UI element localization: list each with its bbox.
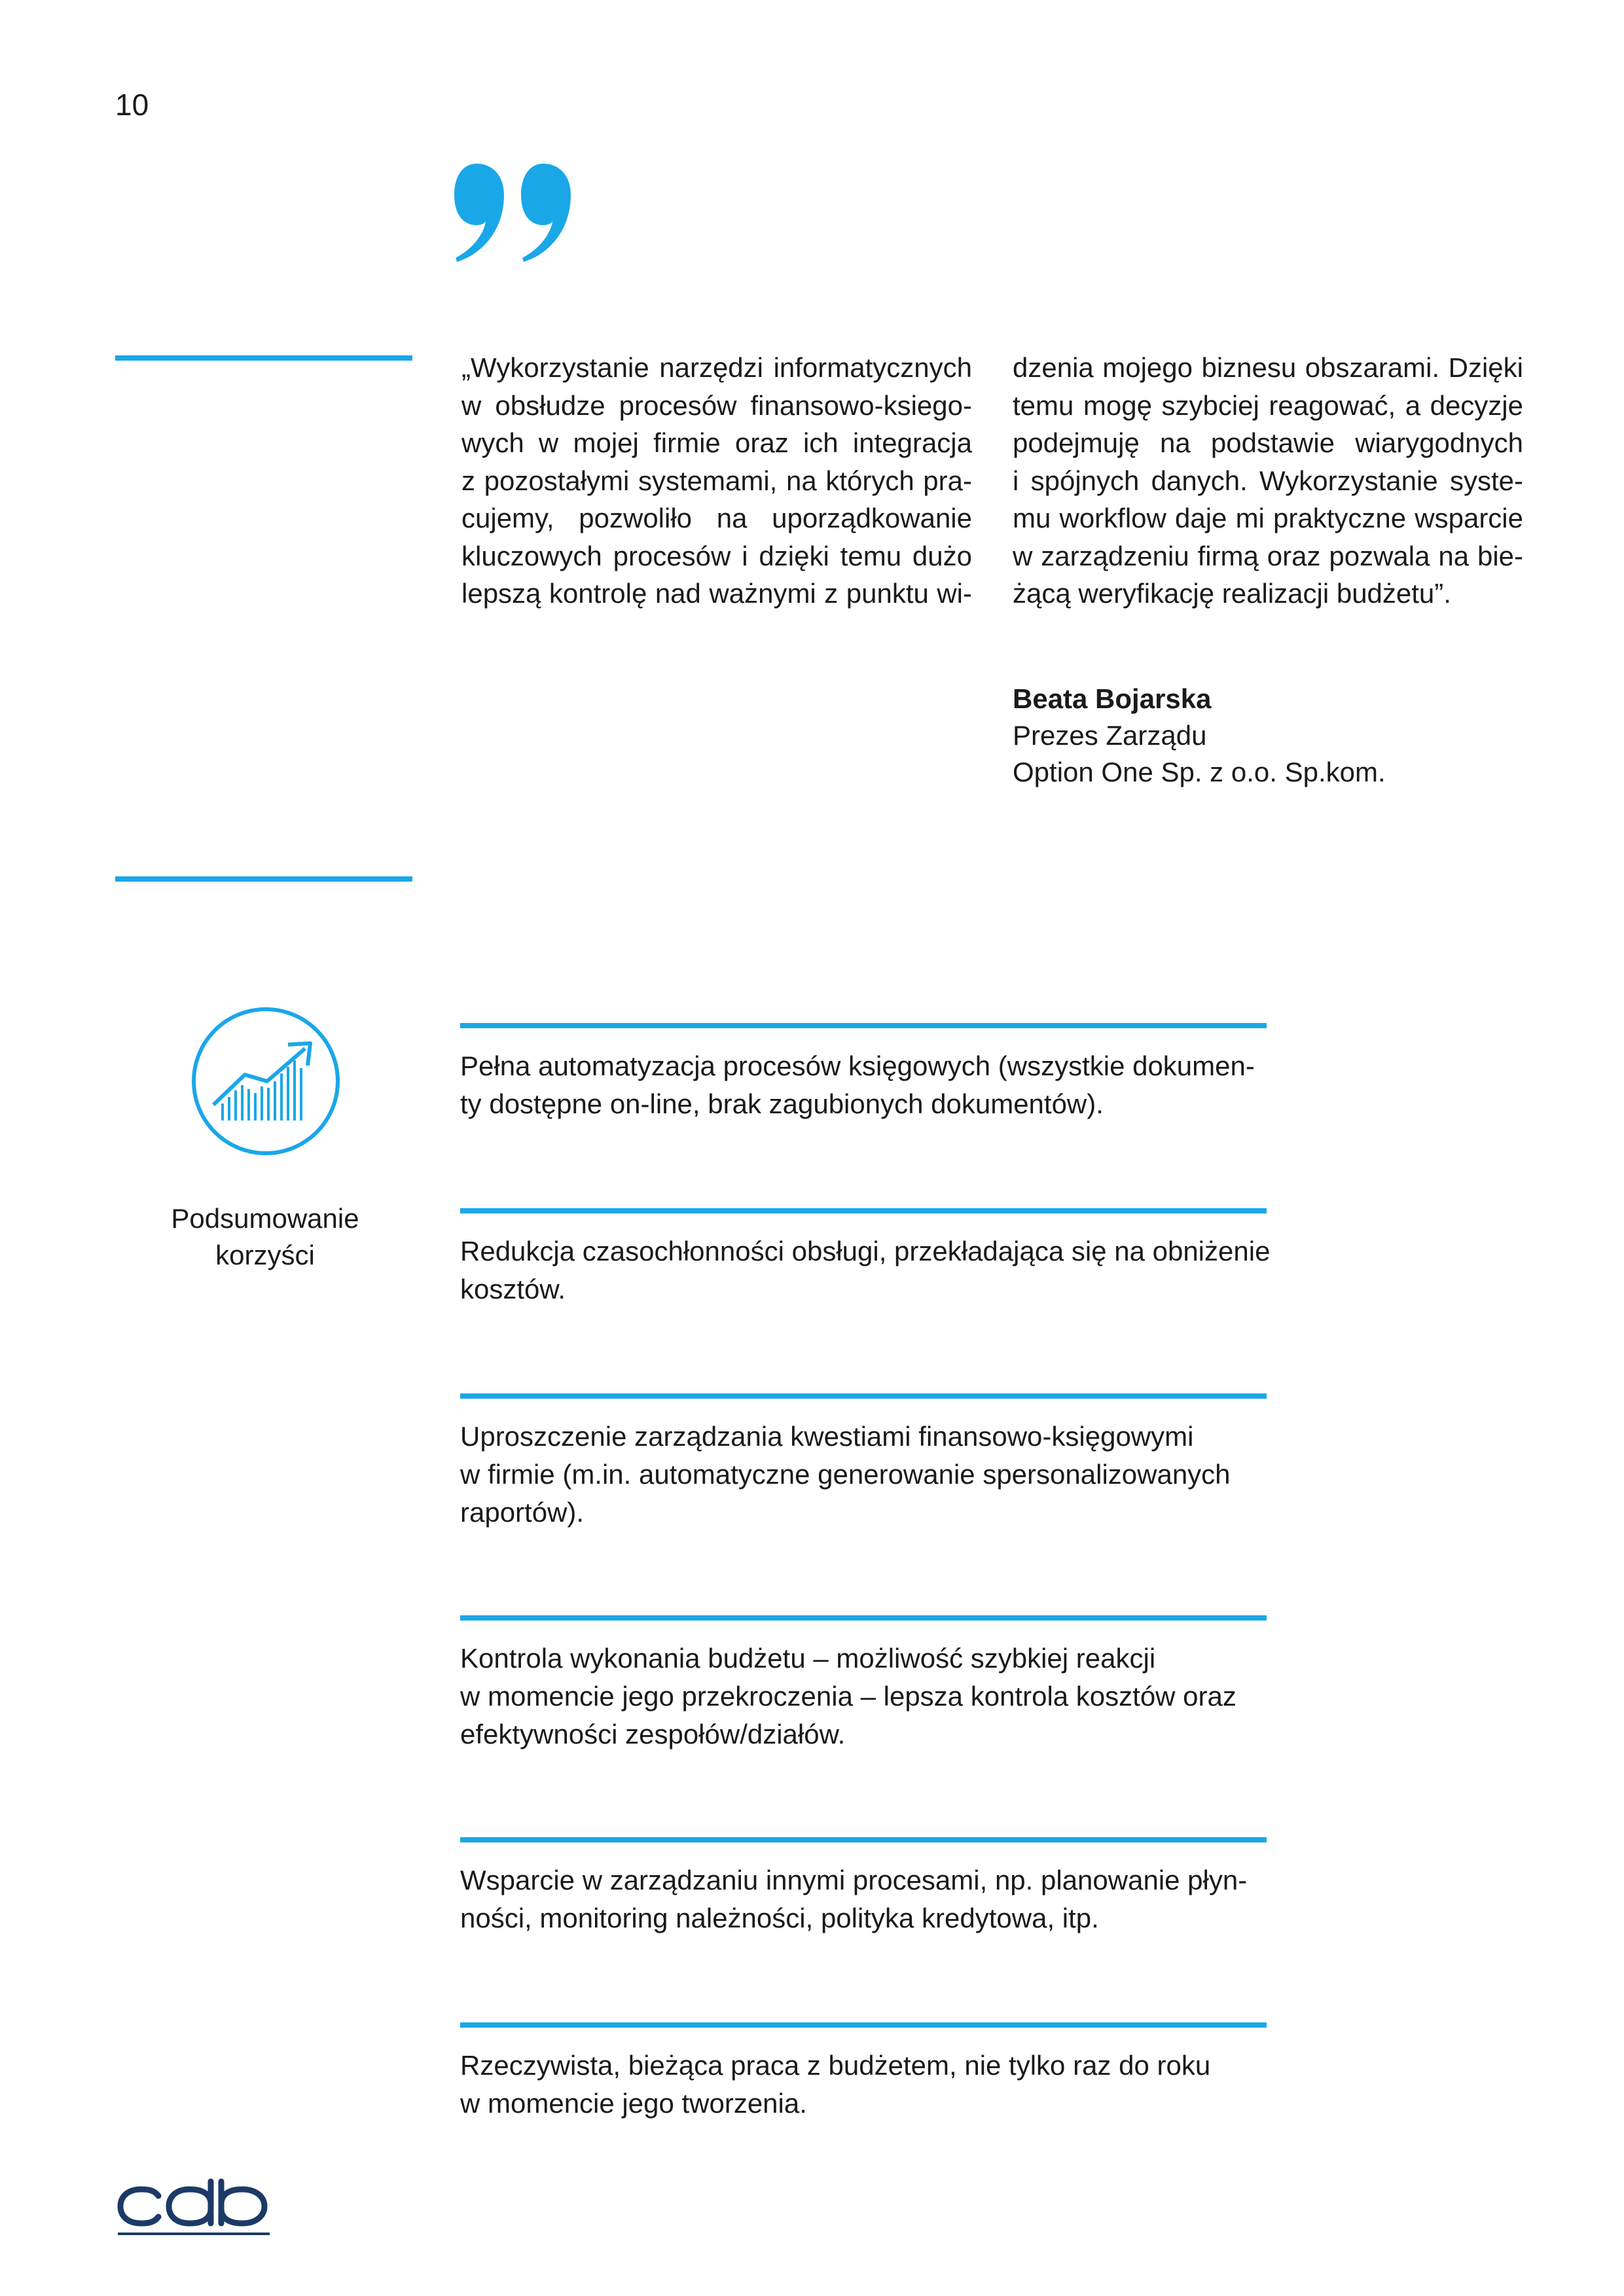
benefit-line: w momencie jego tworzenia. [460, 2088, 807, 2119]
benefit-line: ności, monitoring należności, polityka kredytowa, itp. [460, 1903, 1099, 1933]
page-number: 10 [115, 88, 149, 122]
benefit-line: efektywności zespołów/działów. [460, 1719, 846, 1749]
summary-label-line: Podsumowanie [171, 1203, 359, 1234]
quote-line: kluczowych procesów i dzięki temu dużo [461, 540, 972, 571]
author-name: Beata Bojarska [1013, 683, 1212, 714]
quote-line: „Wykorzystanie narzędzi informatycznych [461, 352, 972, 383]
benefit-divider [460, 2022, 1267, 2028]
benefit-line: ty dostępne on-line, brak zagubionych dokumentów). [460, 1088, 1104, 1119]
benefit-line: w firmie (m.in. automatyczne generowanie spersonalizowanych [460, 1459, 1231, 1490]
benefit-line: kosztów. [460, 1274, 566, 1304]
section-divider [115, 876, 412, 882]
quote-line: podejmuję na podstawie wiarygodnych [1013, 427, 1523, 458]
growth-chart-icon [190, 1005, 342, 1157]
benefit-line: Pełna automatyzacja procesów księgowych (wszystkie dokumen- [460, 1050, 1255, 1081]
benefit-divider [460, 1615, 1267, 1621]
quote-line: żącą weryfikację realizacji budżetu”. [1013, 578, 1451, 609]
benefit-line: Wsparcie w zarządzaniu innymi procesami, np. planowanie płyn- [460, 1865, 1248, 1895]
quote-line: z pozostałymi systemami, na których pra- [461, 465, 972, 496]
benefit-line: Rzeczywista, bieżąca praca z budżetem, nie tylko raz do roku [460, 2050, 1211, 2081]
quote-line: dzenia mojego biznesu obszarami. Dzięki [1013, 352, 1523, 383]
author-company: Option One Sp. z o.o. Sp.kom. [1013, 757, 1386, 787]
quote-column-2 [1013, 349, 1523, 613]
benefit-item [460, 1232, 1271, 1308]
benefit-line: raportów). [460, 1497, 585, 1528]
quote-line: cujemy, pozwoliło na uporządkowanie [461, 503, 972, 533]
quote-line: w obsłudze procesów finansowo-ksiego- [461, 389, 972, 421]
quote-line: wych w mojej firmie oraz ich integracja [461, 427, 972, 458]
quote-line: mu workflow daje mi praktyczne wsparcie [1013, 503, 1523, 533]
summary-label [131, 1200, 399, 1274]
benefit-line: Uproszczenie zarządzania kwestiami finansowo-księgowymi [460, 1421, 1194, 1452]
quote-line: w zarządzeniu firmą oraz pozwala na bie- [1013, 540, 1523, 571]
quote-line: lepszą kontrolę nad ważnymi z punktu wi- [461, 578, 972, 609]
benefit-divider [460, 1208, 1267, 1213]
benefit-divider [460, 1837, 1267, 1842]
benefit-item [460, 1418, 1267, 1532]
benefit-divider [460, 1023, 1267, 1028]
author-role: Prezes Zarządu [1013, 720, 1207, 751]
benefit-divider [460, 1393, 1267, 1399]
cdb-logo [115, 2176, 272, 2238]
quote-author [1013, 681, 1386, 791]
benefit-item [460, 1861, 1267, 1937]
quote-line: i spójnych danych. Wykorzystanie syste- [1013, 465, 1523, 496]
section-divider [115, 355, 412, 361]
benefit-line: Redukcja czasochłonności obsługi, przekładająca się na obniżenie [460, 1236, 1271, 1266]
benefit-item [460, 1047, 1267, 1123]
benefit-item [460, 2047, 1267, 2123]
summary-label-line: korzyści [215, 1240, 315, 1270]
quote-line: temu mogę szybciej reagować, a decyzje [1013, 389, 1523, 421]
quote-column-1 [461, 349, 972, 613]
benefit-item [460, 1640, 1267, 1753]
benefit-line: Kontrola wykonania budżetu – możliwość szybkiej reakcji [460, 1643, 1156, 1674]
quotation-mark-icon [452, 164, 583, 268]
benefit-line: w momencie jego przekroczenia – lepsza kontrola kosztów oraz [460, 1681, 1236, 1712]
